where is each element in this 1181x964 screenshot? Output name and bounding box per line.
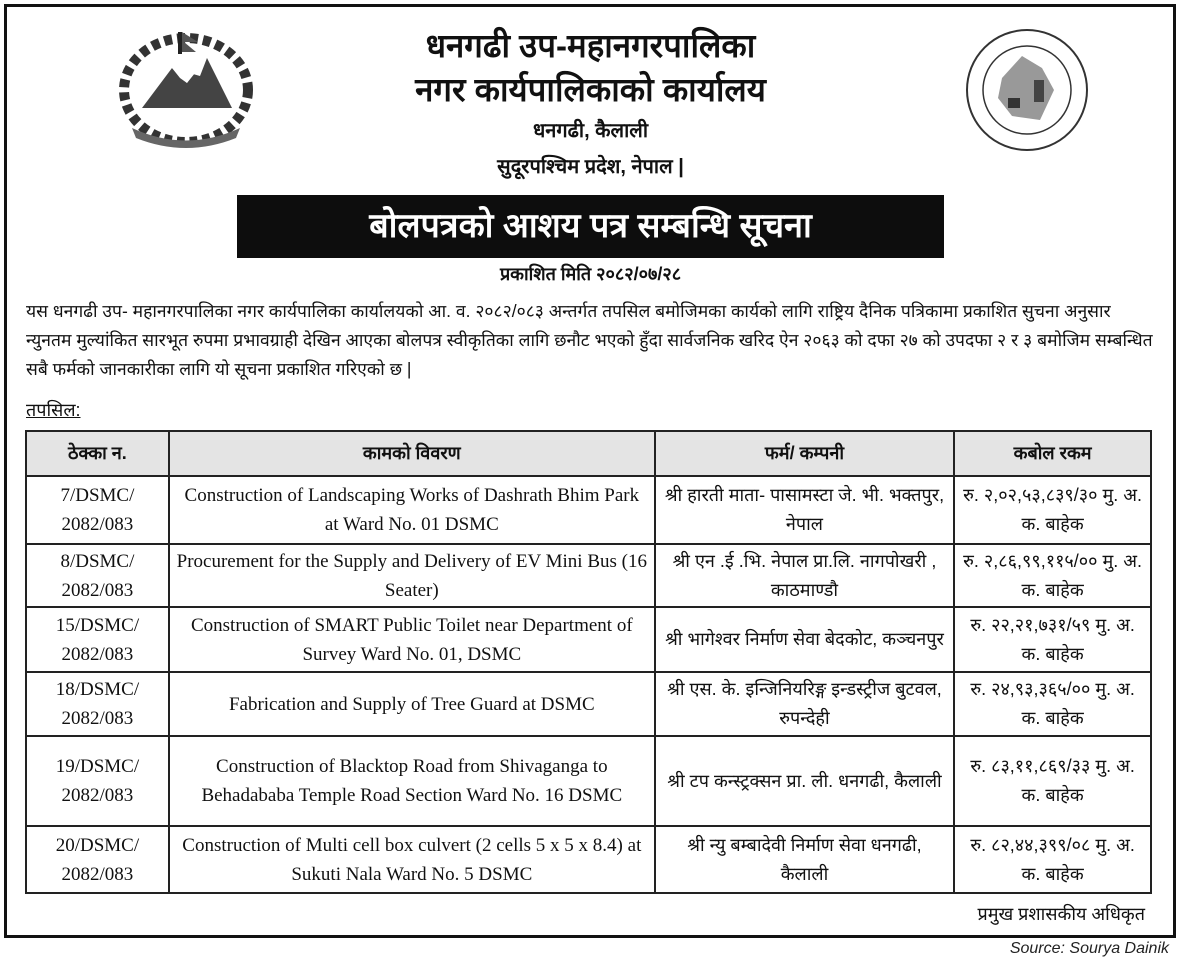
table-row (26, 672, 1151, 736)
bid-results-table (25, 430, 1152, 894)
bid-amount-cell: रु. २,८६,९९,११५/०० मु. अ. क. बाहेक (954, 544, 1151, 607)
work-description-cell: Construction of Multi cell box culvert (2 cells 5 x 5 x 8.4) at Sukuti Nala Ward No. 5 DSMC (169, 826, 655, 893)
bid-amount-cell: रु. २२,२१,७३१/५९ मु. अ. क. बाहेक (954, 607, 1151, 672)
contract-no-cell: 20/DSMC/ 2082/083 (26, 826, 169, 893)
contract-no-cell: 15/DSMC/ 2082/083 (26, 607, 169, 672)
office-location: धनगढी, कैलाली (532, 120, 649, 142)
header-contract-no: ठेक्का न. (26, 431, 169, 476)
table-row (26, 826, 1151, 893)
bid-amount-cell: रु. २४,९३,३६५/०० मु. अ. क. बाहेक (954, 672, 1151, 736)
work-description-cell: Construction of Blacktop Road from Shivaganga to Behadababa Temple Road Section Ward No. 16 DSMC (169, 736, 655, 826)
notice-body: यस धनगढी उप- महानगरपालिका नगर कार्यपालिका कार्यालयको आ. व. २०८२/०८३ अन्तर्गत तपसिल बमोजिमका कार्यको लागि राष्ट्रिय दैनिक पत्रिकामा प्रकाशित सुचना अनुसार न्युनतम मुल्यांकित सारभूत रुपमा प्रभावग्राही देखिन आएका बोलपत्र स्वीकृतिका लागि छनौट भएको हुँदा सार्वजनिक खरिद ऐन २०६३ को दफा २७ को उपदफा २ र ३ बमोजिम सम्बन्धित सबै फर्मको जानकारीका लागि यो सूचना प्रकाशित गरिएको छ | (26, 301, 1153, 379)
table-row (26, 544, 1151, 607)
header-firm: फर्म/ कम्पनी (655, 431, 954, 476)
work-description-cell: Construction of SMART Public Toilet near Department of Survey Ward No. 01, DSMC (169, 607, 655, 672)
office-name: नगर कार्यपालिकाको कार्यालय (415, 71, 766, 108)
header-work-description: कामको विवरण (169, 431, 655, 476)
bid-amount-cell: रु. ८३,११,८६९/३३ मु. अ. क. बाहेक (954, 736, 1151, 826)
contract-no-cell: 19/DSMC/ 2082/083 (26, 736, 169, 826)
contract-no-cell: 7/DSMC/ 2082/083 (26, 476, 169, 544)
work-description-cell: Procurement for the Supply and Delivery of EV Mini Bus (16 Seater) (169, 544, 655, 607)
province-country: सुदूरपश्चिम प्रदेश, नेपाल | (497, 156, 684, 178)
bid-amount-cell: रु. ८२,४४,३९९/०८ मु. अ. क. बाहेक (954, 826, 1151, 893)
bid-amount-cell: रु. २,०२,५३,८३९/३० मु. अ. क. बाहेक (954, 476, 1151, 544)
work-description-cell: Construction of Landscaping Works of Dashrath Bhim Park at Ward No. 01 DSMC (169, 476, 655, 544)
contract-no-cell: 18/DSMC/ 2082/083 (26, 672, 169, 736)
firm-cell: श्री एस. के. इन्जिनियरिङ्ग इन्डस्ट्रीज बुटवल, रुपन्देही (655, 672, 954, 736)
firm-cell: श्री न्यु बम्बादेवी निर्माण सेवा धनगढी, कैलाली (655, 826, 954, 893)
firm-cell: श्री भागेश्वर निर्माण सेवा बेदकोट, कञ्चनपुर (655, 607, 954, 672)
source-credit: Source: Sourya Dainik (1009, 940, 1169, 957)
firm-cell: श्री एन .ई .भि. नेपाल प्रा.लि. नागपोखरी , काठमाण्डौ (655, 544, 954, 607)
firm-cell: श्री हारती माता- पासामस्टा जे. भी. भक्तपुर, नेपाल (655, 476, 954, 544)
header-bid-amount: कबोल रकम (954, 431, 1151, 476)
table-row (26, 607, 1151, 672)
published-date: प्रकाशित मिति २०८२/०७/२८ (499, 264, 682, 284)
table-row (26, 476, 1151, 544)
details-label: तपसिल: (26, 400, 81, 420)
municipality-name: धनगढी उप-महानगरपालिका (425, 27, 756, 64)
notice-title-banner: बोलपत्रको आशय पत्र सम्बन्धि सूचना (237, 195, 944, 258)
signatory-title: प्रमुख प्रशासकीय अधिकृत (977, 904, 1145, 924)
table-header-row (26, 431, 1151, 476)
table-row (26, 736, 1151, 826)
contract-no-cell: 8/DSMC/ 2082/083 (26, 544, 169, 607)
work-description-cell: Fabrication and Supply of Tree Guard at DSMC (169, 672, 655, 736)
firm-cell: श्री टप कन्स्ट्रक्सन प्रा. ली. धनगढी, कैलाली (655, 736, 954, 826)
